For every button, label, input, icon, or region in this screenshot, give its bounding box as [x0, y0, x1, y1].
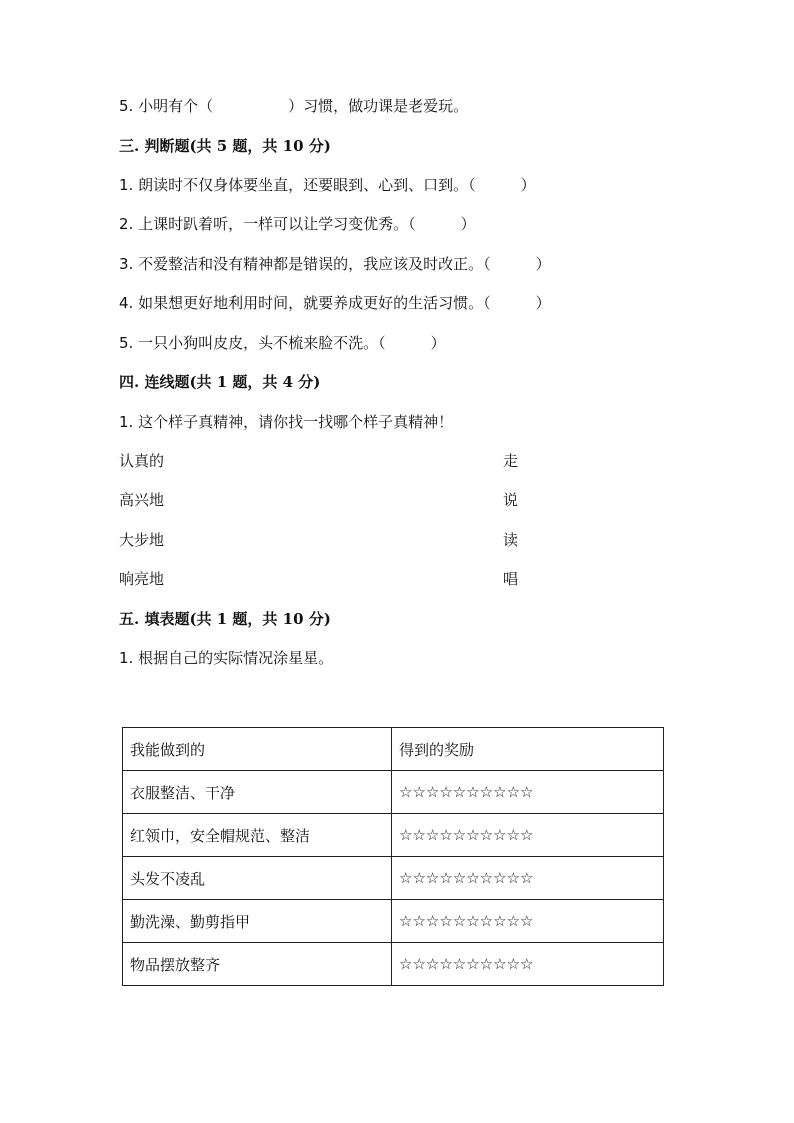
judge-question-1: 1. 朗读时不仅身体要坐直，还要眼到、心到、口到。（ ）: [119, 176, 536, 194]
table-header-cell: 我能做到的: [123, 728, 392, 771]
behavior-cell: 红领巾，安全帽规范、整洁: [123, 814, 392, 857]
matching-right-item: 读: [503, 531, 519, 549]
table-header-cell: 得到的奖励: [392, 728, 664, 771]
star-cell[interactable]: ☆☆☆☆☆☆☆☆☆☆: [392, 771, 664, 814]
behavior-cell: 头发不凌乱: [123, 857, 392, 900]
table-row: [123, 900, 664, 943]
matching-left-item: 高兴地: [119, 491, 165, 509]
section-5-heading: 五. 填表题(共 1 题，共 10 分): [119, 610, 331, 628]
judge-question-2: 2. 上课时趴着听，一样可以让学习变优秀。（ ）: [119, 215, 476, 233]
section-3-heading: 三. 判断题(共 5 题，共 10 分): [119, 137, 331, 155]
table-header-row: [123, 728, 664, 771]
matching-right-item: 走: [503, 452, 519, 470]
table-row: [123, 943, 664, 986]
matching-left-item: 响亮地: [119, 570, 165, 588]
behavior-cell: 物品摆放整齐: [123, 943, 392, 986]
behavior-cell: 勤洗澡、勤剪指甲: [123, 900, 392, 943]
matching-left-item: 大步地: [119, 531, 165, 549]
matching-right-item: 说: [503, 491, 519, 509]
matching-left-item: 认真的: [119, 452, 165, 470]
star-cell[interactable]: ☆☆☆☆☆☆☆☆☆☆: [392, 900, 664, 943]
table-row: [123, 857, 664, 900]
star-cell[interactable]: ☆☆☆☆☆☆☆☆☆☆: [392, 943, 664, 986]
table-row: [123, 814, 664, 857]
behavior-cell: 衣服整洁、干净: [123, 771, 392, 814]
matching-question-1: 1. 这个样子真精神，请你找一找哪个样子真精神！: [119, 413, 454, 431]
matching-right-item: 唱: [503, 570, 519, 588]
star-cell[interactable]: ☆☆☆☆☆☆☆☆☆☆: [392, 814, 664, 857]
fill-in-question-5: 5. 小明有个（ ）习惯，做功课是老爱玩。: [119, 97, 469, 115]
table-question-1: 1. 根据自己的实际情况涂星星。: [119, 649, 334, 667]
judge-question-3: 3. 不爱整洁和没有精神都是错误的，我应该及时改正。（ ）: [119, 255, 551, 273]
judge-question-5: 5. 一只小狗叫皮皮，头不梳来脸不洗。（ ）: [119, 334, 446, 352]
judge-question-4: 4. 如果想更好地利用时间，就要养成更好的生活习惯。（ ）: [119, 294, 551, 312]
table-row: [123, 771, 664, 814]
star-rating-table: [122, 727, 664, 986]
section-4-heading: 四. 连线题(共 1 题，共 4 分): [119, 373, 321, 391]
star-cell[interactable]: ☆☆☆☆☆☆☆☆☆☆: [392, 857, 664, 900]
